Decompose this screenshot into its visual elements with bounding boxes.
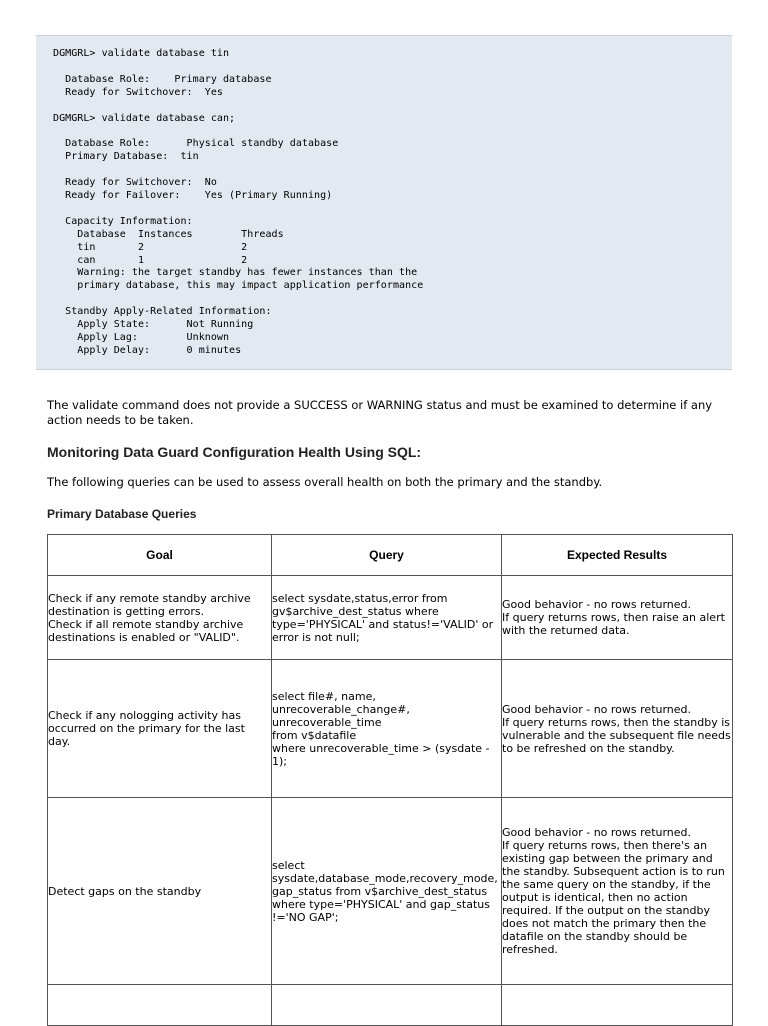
expected-cell: Good behavior - no rows returned. If query returns rows, then there's an existing gap between the primary and the standby. Subsequent action is to run the same query on the standby, if the output is identical, then no action required. If the output on the standby does not match the primary then the datafile on the standby should be refreshed. xyxy=(502,798,733,985)
table-row xyxy=(48,576,733,660)
table-row xyxy=(48,798,733,985)
intro-paragraph: The validate command does not provide a SUCCESS or WARNING status and must be examined to determine if any action needs to be taken. xyxy=(47,398,713,427)
query-cell: select sysdate,status,error from gv$archive_dest_status where type='PHYSICAL' and status!='VALID' or error is not null; xyxy=(272,576,502,660)
expected-cell xyxy=(502,985,733,1026)
header-query: Query xyxy=(272,535,502,576)
query-cell xyxy=(272,985,502,1026)
query-cell: select file#, name, unrecoverable_change#, unrecoverable_time from v$datafile where unrecoverable_time > (sysdate - 1); xyxy=(272,660,502,798)
expected-cell: Good behavior - no rows returned. If query returns rows, then raise an alert with the returned data. xyxy=(502,576,733,660)
goal-cell: Check if any nologging activity has occurred on the primary for the last day. xyxy=(48,660,272,798)
table-header-row xyxy=(48,535,733,576)
query-cell: select sysdate,database_mode,recovery_mode, gap_status from v$archive_dest_status where type='PHYSICAL' and gap_status !='NO GAP'; xyxy=(272,798,502,985)
goal-cell xyxy=(48,985,272,1026)
code-block-text: DGMGRL> validate database tin Database Role: Primary database Ready for Switchover: Yes DGMGRL> validate database can; Database Role: Physical standby database Primary Database: tin Ready for Switchover: No Ready for Failover: Yes (Primary Running) Capacity Information: Database Instances Threads tin 2 2 can 1 2 Warning: the target standby has fewer instances than the primary database, this may impact application performance Standby Apply-Related Information: Apply State: Not Running Apply Lag: Unknown Apply Delay: 0 minutes xyxy=(53,48,424,356)
table-row xyxy=(48,985,733,1026)
header-expected-results: Expected Results xyxy=(502,535,733,576)
expected-cell: Good behavior - no rows returned. If query returns rows, then the standby is vulnerable and the subsequent file needs to be refreshed on the standby. xyxy=(502,660,733,798)
primary-queries-table xyxy=(47,534,733,1026)
section-heading: Monitoring Data Guard Configuration Health Using SQL: xyxy=(47,444,422,460)
code-block xyxy=(36,35,732,370)
goal-cell: Detect gaps on the standby xyxy=(48,798,272,985)
section-paragraph: The following queries can be used to assess overall health on both the primary and the standby. xyxy=(47,475,603,489)
subsection-heading: Primary Database Queries xyxy=(47,507,197,521)
table-row xyxy=(48,660,733,798)
header-goal: Goal xyxy=(48,535,272,576)
goal-cell: Check if any remote standby archive destination is getting errors. Check if all remote standby archive destinations is enabled or "VALID". xyxy=(48,576,272,660)
